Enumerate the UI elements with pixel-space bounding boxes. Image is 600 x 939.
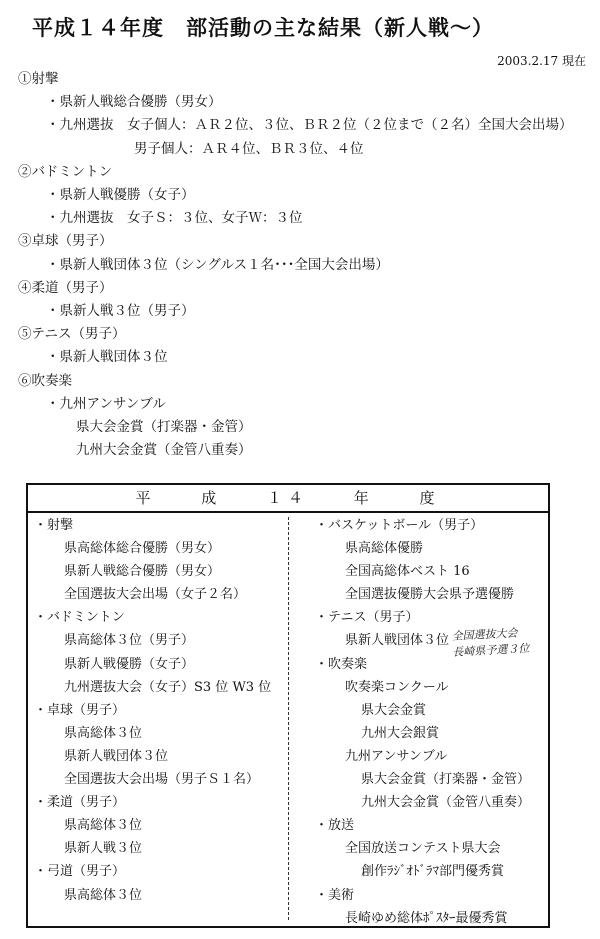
list-item: ・九州選抜 女子Ｓ：３位、女子Ｗ：３位 xyxy=(46,210,303,227)
list-category: ①射撃 xyxy=(18,71,59,87)
list-item: 県新人戦団体３位 xyxy=(64,748,169,764)
column-divider xyxy=(288,517,289,920)
right-column xyxy=(315,514,547,930)
list-item: 県高総体３位 xyxy=(64,887,143,903)
list-item: 県高総体３位 xyxy=(64,725,143,741)
list-item: 全国高総体ベスト 16 xyxy=(345,564,470,580)
list-category: ・テニス（男子） xyxy=(315,610,419,626)
list-item: ・九州アンサンブル xyxy=(46,395,166,412)
list-item: 吹奏楽コンクール xyxy=(345,679,449,695)
list-item: 県新人戦優勝（女子） xyxy=(64,656,195,672)
list-category: ④柔道（男子） xyxy=(18,279,113,296)
list-category: ⑤テニス（男子） xyxy=(18,326,126,343)
list-item: 全国選抜大会出場（男子Ｓ１名） xyxy=(64,772,260,788)
list-item: 県新人戦総合優勝（男女） xyxy=(64,564,221,580)
list-category: ・放送 xyxy=(315,818,355,834)
list-item: 県新人戦団体３位 xyxy=(345,633,450,649)
list-item: 県新人戦３位 xyxy=(64,841,143,857)
list-category: ・卓球（男子） xyxy=(34,702,126,718)
list-item: 県高総体３位（男子） xyxy=(64,633,195,649)
list-item: 県大会金賞（打楽器・金管） xyxy=(361,772,531,788)
left-column xyxy=(34,514,284,907)
list-item: 九州アンサンブル xyxy=(345,748,448,764)
list-item: 九州大会金賞（金管八重奏） xyxy=(361,795,531,811)
list-category: ・バスケットボール（男子） xyxy=(315,518,484,533)
results-list xyxy=(18,68,593,462)
list-category: ・柔道（男子） xyxy=(34,795,126,811)
list-item: 創作ﾗｼﾞｵﾄﾞﾗﾏ部門優秀賞 xyxy=(361,864,505,880)
list-item: 九州大会金賞（金管八重奏） xyxy=(76,442,252,459)
list-item: ・県新人戦総合優勝（男女） xyxy=(46,94,222,111)
list-item: 九州選抜大会（女子）S3 位 W3 位 xyxy=(64,679,272,695)
list-item: 男子個人：ＡＲ４位、ＢＲ３位、４位 xyxy=(134,140,364,157)
table-heading: 平 成 １４ 年 度 xyxy=(28,485,548,513)
list-item: 九州大会銀賞 xyxy=(361,725,440,741)
list-item: 県大会金賞 xyxy=(361,702,427,718)
list-item: ・県新人戦３位（男子） xyxy=(46,303,195,320)
page-title: 平成１４年度 部活動の主な結果（新人戦〜） xyxy=(32,16,494,40)
list-item: 県高総体総合優勝（男女） xyxy=(64,541,221,557)
list-item: ・九州選抜 女子個人：ＡＲ２位、３位、ＢＲ２位（２位まで（２名）全国大会出場） xyxy=(46,117,573,134)
list-category: ⑥吹奏楽 xyxy=(18,372,72,389)
list-item: 全国選抜優勝大会県予選優勝 xyxy=(345,587,515,603)
handwritten-note-line: 全国選抜大会 xyxy=(451,626,518,643)
list-category: ・射撃 xyxy=(34,518,74,533)
list-item: ・県新人戦団体３位（シングルス１名･･･全国大会出場） xyxy=(46,256,389,273)
list-category: ・吹奏楽 xyxy=(315,656,368,672)
list-category: ・美術 xyxy=(315,887,355,903)
list-item: 県高総体３位 xyxy=(64,818,143,834)
annual-results-table xyxy=(26,483,550,928)
list-item: 県大会金賞（打楽器・金管） xyxy=(76,419,252,436)
list-item: 全国選抜大会出場（女子２名） xyxy=(64,587,247,603)
list-item: 長崎ゆめ総体ﾎﾟｽﾀｰ最優秀賞 xyxy=(345,910,508,926)
list-item: 全国放送コンテスト県大会 xyxy=(345,841,501,857)
list-item: 県高総体優勝 xyxy=(345,541,424,557)
as-of-date: 2003.2.17 現在 xyxy=(497,54,586,68)
list-category: ②バドミントン xyxy=(18,163,113,180)
list-item: ・県新人戦団体３位 xyxy=(46,349,168,366)
handwritten-note-line: 長崎県予選３位 xyxy=(452,641,530,659)
list-category: ・バドミントン xyxy=(34,610,125,626)
handwritten-note xyxy=(451,623,563,661)
list-category: ③卓球（男子） xyxy=(18,233,113,250)
list-category: ・弓道（男子） xyxy=(34,864,126,880)
list-item: ・県新人戦優勝（女子） xyxy=(46,187,195,204)
